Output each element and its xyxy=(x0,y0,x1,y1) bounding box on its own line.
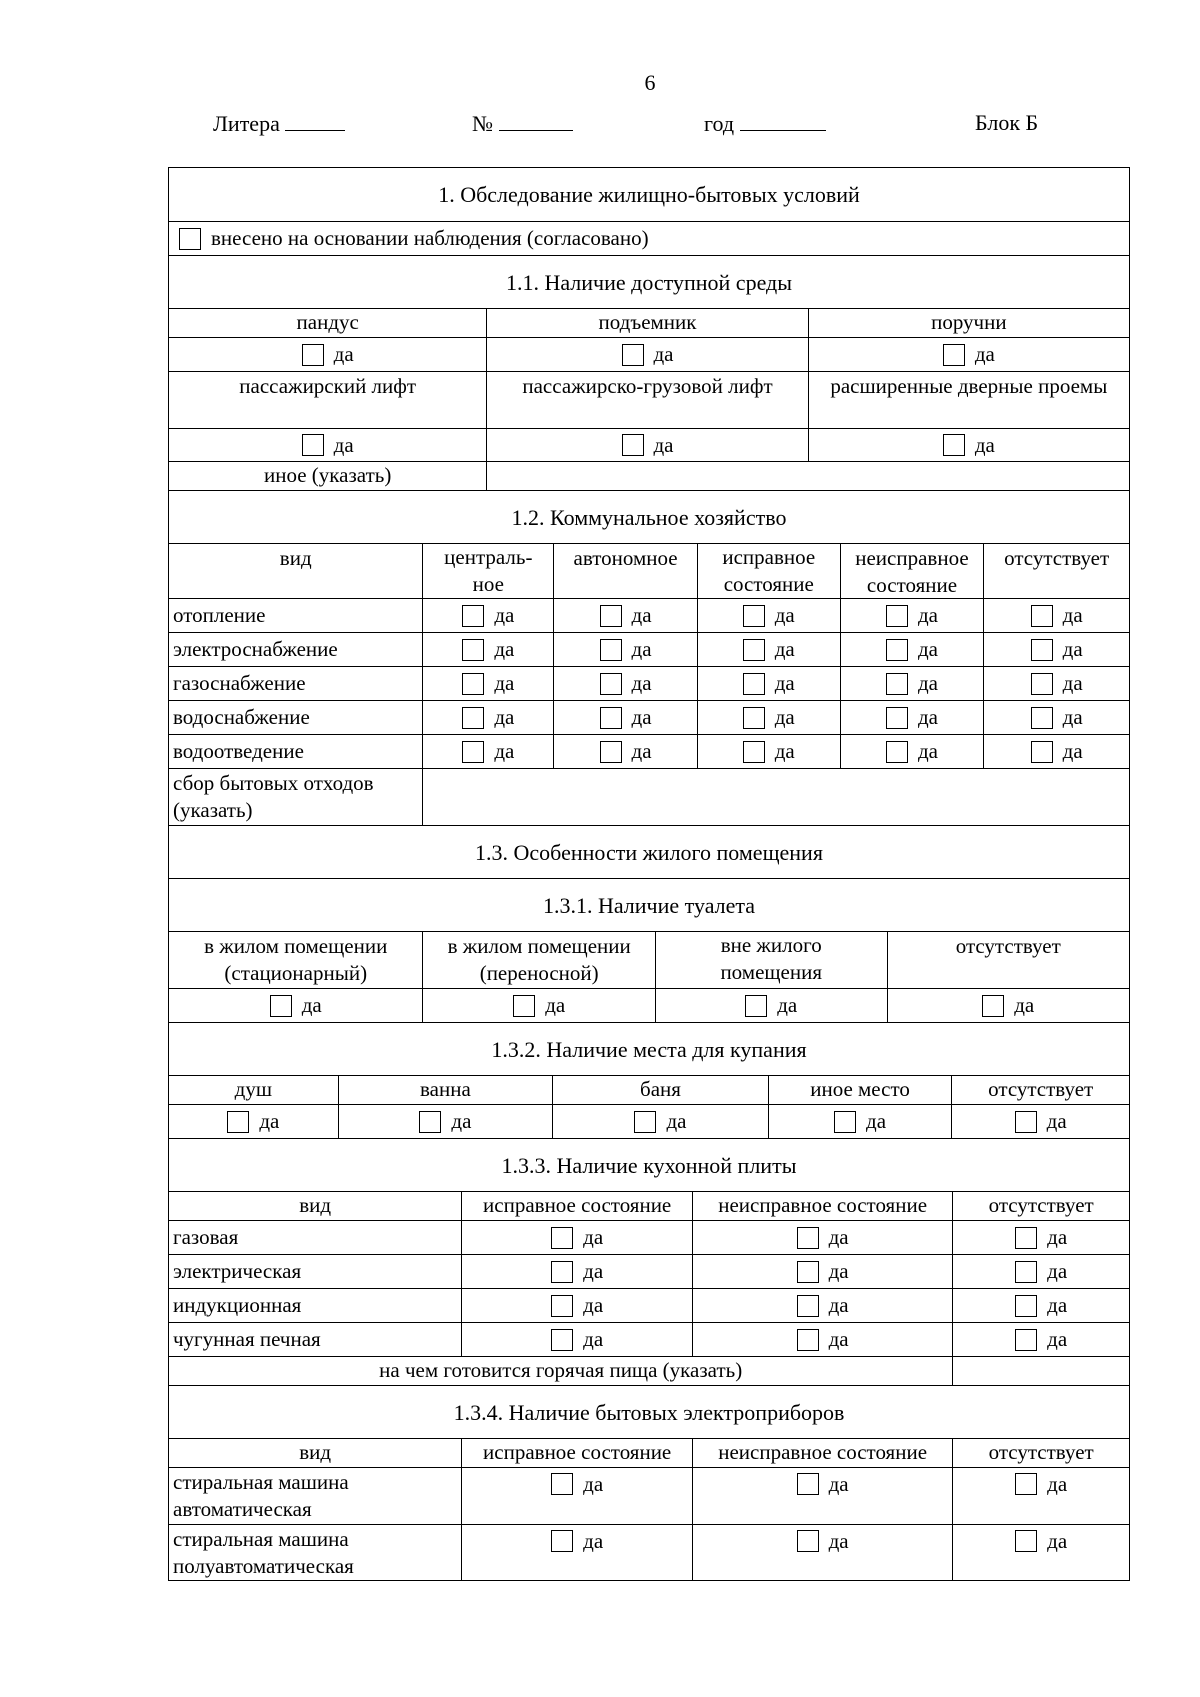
heating-faulty-checkbox[interactable] xyxy=(886,605,908,627)
section-1-3-3-title-row xyxy=(169,1138,1129,1191)
yes-label: да xyxy=(1062,671,1083,695)
section-1-2-title: 1.2. Коммунальное хозяйство xyxy=(511,504,787,530)
section-1-3-1-title-row xyxy=(169,878,1129,931)
yes-label: да xyxy=(774,739,795,763)
accessibility-other-row xyxy=(169,461,1129,490)
absent-header: отсутствует xyxy=(983,544,1129,598)
stove-working-header: исправное состояние xyxy=(461,1192,692,1220)
water-faulty-checkbox[interactable] xyxy=(886,707,908,729)
accessibility-other-input[interactable] xyxy=(486,462,1129,490)
yes-label: да xyxy=(917,671,938,695)
water-working-checkbox[interactable] xyxy=(743,707,765,729)
waste-collection-label: сбор бытовых отходов (указать) xyxy=(173,771,374,822)
section-1-3-4-title-row xyxy=(169,1385,1129,1438)
yes-label: да xyxy=(583,1259,604,1283)
utility-name: электроснабжение xyxy=(173,637,338,661)
appliance-row-automatic-washer xyxy=(169,1467,1129,1524)
yes-label: да xyxy=(1047,1259,1068,1283)
sewage-autonomous-checkbox[interactable] xyxy=(600,741,622,763)
yes-label: да xyxy=(583,1528,604,1553)
handrails-label: поручни xyxy=(808,309,1129,337)
yes-label: да xyxy=(583,1225,604,1249)
toilet-stationary-checkbox[interactable] xyxy=(270,995,292,1017)
yes-label: да xyxy=(451,1109,472,1133)
yes-label: да xyxy=(653,432,674,457)
utilities-row-gas xyxy=(169,666,1129,700)
yes-label: да xyxy=(777,993,798,1017)
section-1-1-title: 1.1. Наличие доступной среды xyxy=(505,269,793,295)
yes-label: да xyxy=(774,671,795,695)
bathing-check-row xyxy=(169,1104,1129,1138)
bathing-absent-checkbox[interactable] xyxy=(1015,1111,1037,1133)
semi-automatic-washer-working-checkbox[interactable] xyxy=(551,1530,573,1552)
section-1-3-title-row xyxy=(169,825,1129,878)
section-1-1-title-row xyxy=(169,255,1129,308)
utilities-header-row xyxy=(169,543,1129,598)
yes-label: да xyxy=(653,342,674,366)
gas-central-checkbox[interactable] xyxy=(462,673,484,695)
appliance-faulty-header: неисправное состояние xyxy=(692,1439,952,1467)
yes-label: да xyxy=(631,637,652,661)
page-number: 6 xyxy=(644,70,656,95)
yes-label: да xyxy=(333,432,354,457)
electricity-central-checkbox[interactable] xyxy=(462,639,484,661)
autonomous-header: автономное xyxy=(553,544,697,598)
number-label: № xyxy=(472,111,493,136)
yes-label: да xyxy=(631,705,652,729)
appliance-name: стиральная машина автоматическая xyxy=(173,1470,349,1521)
other-place-checkbox[interactable] xyxy=(834,1111,856,1133)
utility-name: газоснабжение xyxy=(173,671,306,695)
yes-label: да xyxy=(494,603,515,627)
utilities-type-header: вид xyxy=(279,546,312,570)
hot-food-label: на чем готовится горячая пища (указать) xyxy=(379,1358,743,1382)
passenger-elevator-checkbox[interactable] xyxy=(302,434,324,456)
water-absent-checkbox[interactable] xyxy=(1031,707,1053,729)
gas-stove-working-checkbox[interactable] xyxy=(551,1227,573,1249)
litera-input[interactable] xyxy=(285,110,345,131)
utility-name: отопление xyxy=(173,603,266,627)
electric-stove-working-checkbox[interactable] xyxy=(551,1261,573,1283)
year-input[interactable] xyxy=(740,110,826,131)
electricity-absent-checkbox[interactable] xyxy=(1031,639,1053,661)
yes-label: да xyxy=(631,603,652,627)
other-place-header: иное место xyxy=(768,1076,952,1104)
yes-label: да xyxy=(1014,993,1035,1017)
number-input[interactable] xyxy=(499,110,573,131)
sauna-checkbox[interactable] xyxy=(634,1111,656,1133)
utilities-row-sewage xyxy=(169,734,1129,768)
litera-field xyxy=(213,110,345,137)
yes-label: да xyxy=(828,1471,849,1496)
accessibility-check-row-1 xyxy=(169,337,1129,371)
cast-iron-stove-working-checkbox[interactable] xyxy=(551,1329,573,1351)
section-1-3-3-title: 1.3.3. Наличие кухонной плиты xyxy=(501,1152,797,1178)
stove-name: электрическая xyxy=(173,1259,302,1283)
appliance-row-semi-automatic-washer xyxy=(169,1524,1129,1580)
yes-label: да xyxy=(1046,1109,1067,1133)
hot-food-row xyxy=(169,1356,1129,1385)
section-1-title: 1. Обследование жилищно-бытовых условий xyxy=(438,182,860,207)
electricity-autonomous-checkbox[interactable] xyxy=(600,639,622,661)
stove-row-electric xyxy=(169,1254,1129,1288)
toilet-portable-header: в жилом помещении (переносной) xyxy=(422,932,654,988)
induction-stove-working-checkbox[interactable] xyxy=(551,1295,573,1317)
stove-type-header: вид xyxy=(299,1193,332,1217)
sewage-central-checkbox[interactable] xyxy=(462,741,484,763)
yes-label: да xyxy=(1047,1327,1068,1351)
faulty-header: неисправное состояние xyxy=(840,544,984,598)
yes-label: да xyxy=(1047,1471,1068,1496)
sewage-faulty-checkbox[interactable] xyxy=(886,741,908,763)
yes-label: да xyxy=(917,705,938,729)
toilet-absent-header: отсутствует xyxy=(887,932,1129,988)
yes-label: да xyxy=(774,603,795,627)
section-1-title-row xyxy=(169,168,1129,221)
semi-automatic-washer-absent-checkbox[interactable] xyxy=(1015,1530,1037,1552)
yes-label: да xyxy=(1062,705,1083,729)
utility-name: водоснабжение xyxy=(173,705,310,729)
heating-working-checkbox[interactable] xyxy=(743,605,765,627)
yes-label: да xyxy=(301,993,322,1017)
yes-label: да xyxy=(1047,1528,1068,1553)
induction-stove-faulty-checkbox[interactable] xyxy=(797,1295,819,1317)
utilities-row-electricity xyxy=(169,632,1129,666)
lift-checkbox[interactable] xyxy=(622,344,644,366)
central-header: централь-ное xyxy=(422,544,553,598)
lift-label: подъемник xyxy=(486,309,807,337)
appliance-name: стиральная машина полуавтоматическая xyxy=(173,1527,354,1578)
waste-collection-input[interactable] xyxy=(422,769,1129,825)
semi-automatic-washer-faulty-checkbox[interactable] xyxy=(797,1530,819,1552)
yes-label: да xyxy=(917,637,938,661)
accessibility-check-row-2 xyxy=(169,428,1129,461)
working-header: исправное состояние xyxy=(697,544,840,598)
bath-header: ванна xyxy=(338,1076,553,1104)
automatic-washer-faulty-checkbox[interactable] xyxy=(797,1473,819,1495)
yes-label: да xyxy=(828,1327,849,1351)
appliance-working-header: исправное состояние xyxy=(461,1439,692,1467)
litera-label: Литера xyxy=(213,111,280,136)
waste-collection-row xyxy=(169,768,1129,825)
section-1-3-2-title: 1.3.2. Наличие места для купания xyxy=(491,1036,807,1062)
gas-working-checkbox[interactable] xyxy=(743,673,765,695)
freight-elevator-checkbox[interactable] xyxy=(622,434,644,456)
survey-form xyxy=(168,167,1130,1581)
stove-name: газовая xyxy=(173,1225,239,1249)
yes-label: да xyxy=(333,342,354,366)
stove-row-induction xyxy=(169,1288,1129,1322)
yes-label: да xyxy=(866,1109,887,1133)
stove-row-cast-iron xyxy=(169,1322,1129,1356)
year-field xyxy=(704,110,826,137)
yes-label: да xyxy=(631,671,652,695)
yes-label: да xyxy=(774,637,795,661)
yes-label: да xyxy=(1047,1293,1068,1317)
yes-label: да xyxy=(1062,603,1083,627)
section-1-3-2-title-row xyxy=(169,1022,1129,1075)
ramp-checkbox[interactable] xyxy=(302,344,324,366)
yes-label: да xyxy=(1047,1225,1068,1249)
yes-label: да xyxy=(494,671,515,695)
electric-stove-absent-checkbox[interactable] xyxy=(1015,1261,1037,1283)
appliance-type-header: вид xyxy=(299,1440,332,1464)
section-1-3-4-title: 1.3.4. Наличие бытовых электроприборов xyxy=(453,1399,845,1425)
yes-label: да xyxy=(545,993,566,1017)
observation-checkbox[interactable] xyxy=(179,228,201,250)
wide-doors-checkbox[interactable] xyxy=(943,434,965,456)
heating-autonomous-checkbox[interactable] xyxy=(600,605,622,627)
yes-label: да xyxy=(1062,739,1083,763)
stove-header-row xyxy=(169,1191,1129,1220)
heating-central-checkbox[interactable] xyxy=(462,605,484,627)
bath-checkbox[interactable] xyxy=(419,1111,441,1133)
yes-label: да xyxy=(259,1109,280,1133)
stove-name: чугунная печная xyxy=(173,1327,321,1351)
yes-label: да xyxy=(494,739,515,763)
gas-autonomous-checkbox[interactable] xyxy=(600,673,622,695)
toilet-outside-checkbox[interactable] xyxy=(745,995,767,1017)
stove-name: индукционная xyxy=(173,1293,302,1317)
water-autonomous-checkbox[interactable] xyxy=(600,707,622,729)
cast-iron-stove-absent-checkbox[interactable] xyxy=(1015,1329,1037,1351)
yes-label: да xyxy=(828,1528,849,1553)
appliances-header-row xyxy=(169,1438,1129,1467)
yes-label: да xyxy=(828,1293,849,1317)
toilet-absent-checkbox[interactable] xyxy=(982,995,1004,1017)
utility-name: водоотведение xyxy=(173,739,304,763)
section-1-3-title: 1.3. Особенности жилого помещения xyxy=(475,839,823,865)
yes-label: да xyxy=(583,1293,604,1317)
sewage-absent-checkbox[interactable] xyxy=(1031,741,1053,763)
yes-label: да xyxy=(917,739,938,763)
yes-label: да xyxy=(974,432,995,457)
utilities-row-water xyxy=(169,700,1129,734)
yes-label: да xyxy=(828,1225,849,1249)
stove-row-gas xyxy=(169,1220,1129,1254)
sewage-working-checkbox[interactable] xyxy=(743,741,765,763)
observation-label: внесено на основании наблюдения (согласовано) xyxy=(211,226,649,250)
yes-label: да xyxy=(774,705,795,729)
ramp-label: пандус xyxy=(296,310,359,334)
toilet-check-row xyxy=(169,988,1129,1022)
electricity-faulty-checkbox[interactable] xyxy=(886,639,908,661)
water-central-checkbox[interactable] xyxy=(462,707,484,729)
section-1-2-title-row xyxy=(169,490,1129,543)
freight-elevator-label: пассажирско-грузовой лифт xyxy=(486,372,807,428)
yes-label: да xyxy=(917,603,938,627)
yes-label: да xyxy=(494,705,515,729)
automatic-washer-absent-checkbox[interactable] xyxy=(1015,1473,1037,1495)
section-1-3-1-title: 1.3.1. Наличие туалета xyxy=(542,892,756,918)
accessibility-header-row-2 xyxy=(169,371,1129,428)
yes-label: да xyxy=(828,1259,849,1283)
passenger-elevator-label: пассажирский лифт xyxy=(239,374,417,398)
bathing-absent-header: отсутствует xyxy=(951,1076,1129,1104)
yes-label: да xyxy=(666,1109,687,1133)
shower-header: душ xyxy=(234,1077,272,1101)
electric-stove-faulty-checkbox[interactable] xyxy=(797,1261,819,1283)
stove-faulty-header: неисправное состояние xyxy=(692,1192,952,1220)
toilet-portable-checkbox[interactable] xyxy=(513,995,535,1017)
automatic-washer-working-checkbox[interactable] xyxy=(551,1473,573,1495)
accessibility-header-row-1 xyxy=(169,308,1129,337)
yes-label: да xyxy=(583,1327,604,1351)
bathing-header-row xyxy=(169,1075,1129,1104)
yes-label: да xyxy=(494,637,515,661)
toilet-header-row xyxy=(169,931,1129,988)
appliance-absent-header: отсутствует xyxy=(952,1439,1129,1467)
toilet-stationary-header: в жилом помещении (стационарный) xyxy=(204,934,388,985)
yes-label: да xyxy=(1062,637,1083,661)
accessibility-other-label: иное (указать) xyxy=(264,463,392,487)
gas-stove-faulty-checkbox[interactable] xyxy=(797,1227,819,1249)
year-label: год xyxy=(704,111,735,136)
heating-absent-checkbox[interactable] xyxy=(1031,605,1053,627)
utilities-row-heating xyxy=(169,598,1129,632)
handrails-checkbox[interactable] xyxy=(943,344,965,366)
cast-iron-stove-faulty-checkbox[interactable] xyxy=(797,1329,819,1351)
hot-food-input[interactable] xyxy=(952,1357,1129,1385)
gas-absent-checkbox[interactable] xyxy=(1031,673,1053,695)
block-label: Блок Б xyxy=(975,110,1039,135)
yes-label: да xyxy=(583,1471,604,1496)
toilet-outside-header: вне жилого помещения xyxy=(655,932,887,988)
induction-stove-absent-checkbox[interactable] xyxy=(1015,1295,1037,1317)
gas-stove-absent-checkbox[interactable] xyxy=(1015,1227,1037,1249)
observation-row xyxy=(169,221,1129,255)
gas-faulty-checkbox[interactable] xyxy=(886,673,908,695)
stove-absent-header: отсутствует xyxy=(952,1192,1129,1220)
yes-label: да xyxy=(974,342,995,366)
wide-doors-label: расширенные дверные проемы xyxy=(808,372,1129,428)
sauna-header: баня xyxy=(552,1076,768,1104)
yes-label: да xyxy=(631,739,652,763)
shower-checkbox[interactable] xyxy=(227,1111,249,1133)
electricity-working-checkbox[interactable] xyxy=(743,639,765,661)
number-field xyxy=(472,110,573,137)
